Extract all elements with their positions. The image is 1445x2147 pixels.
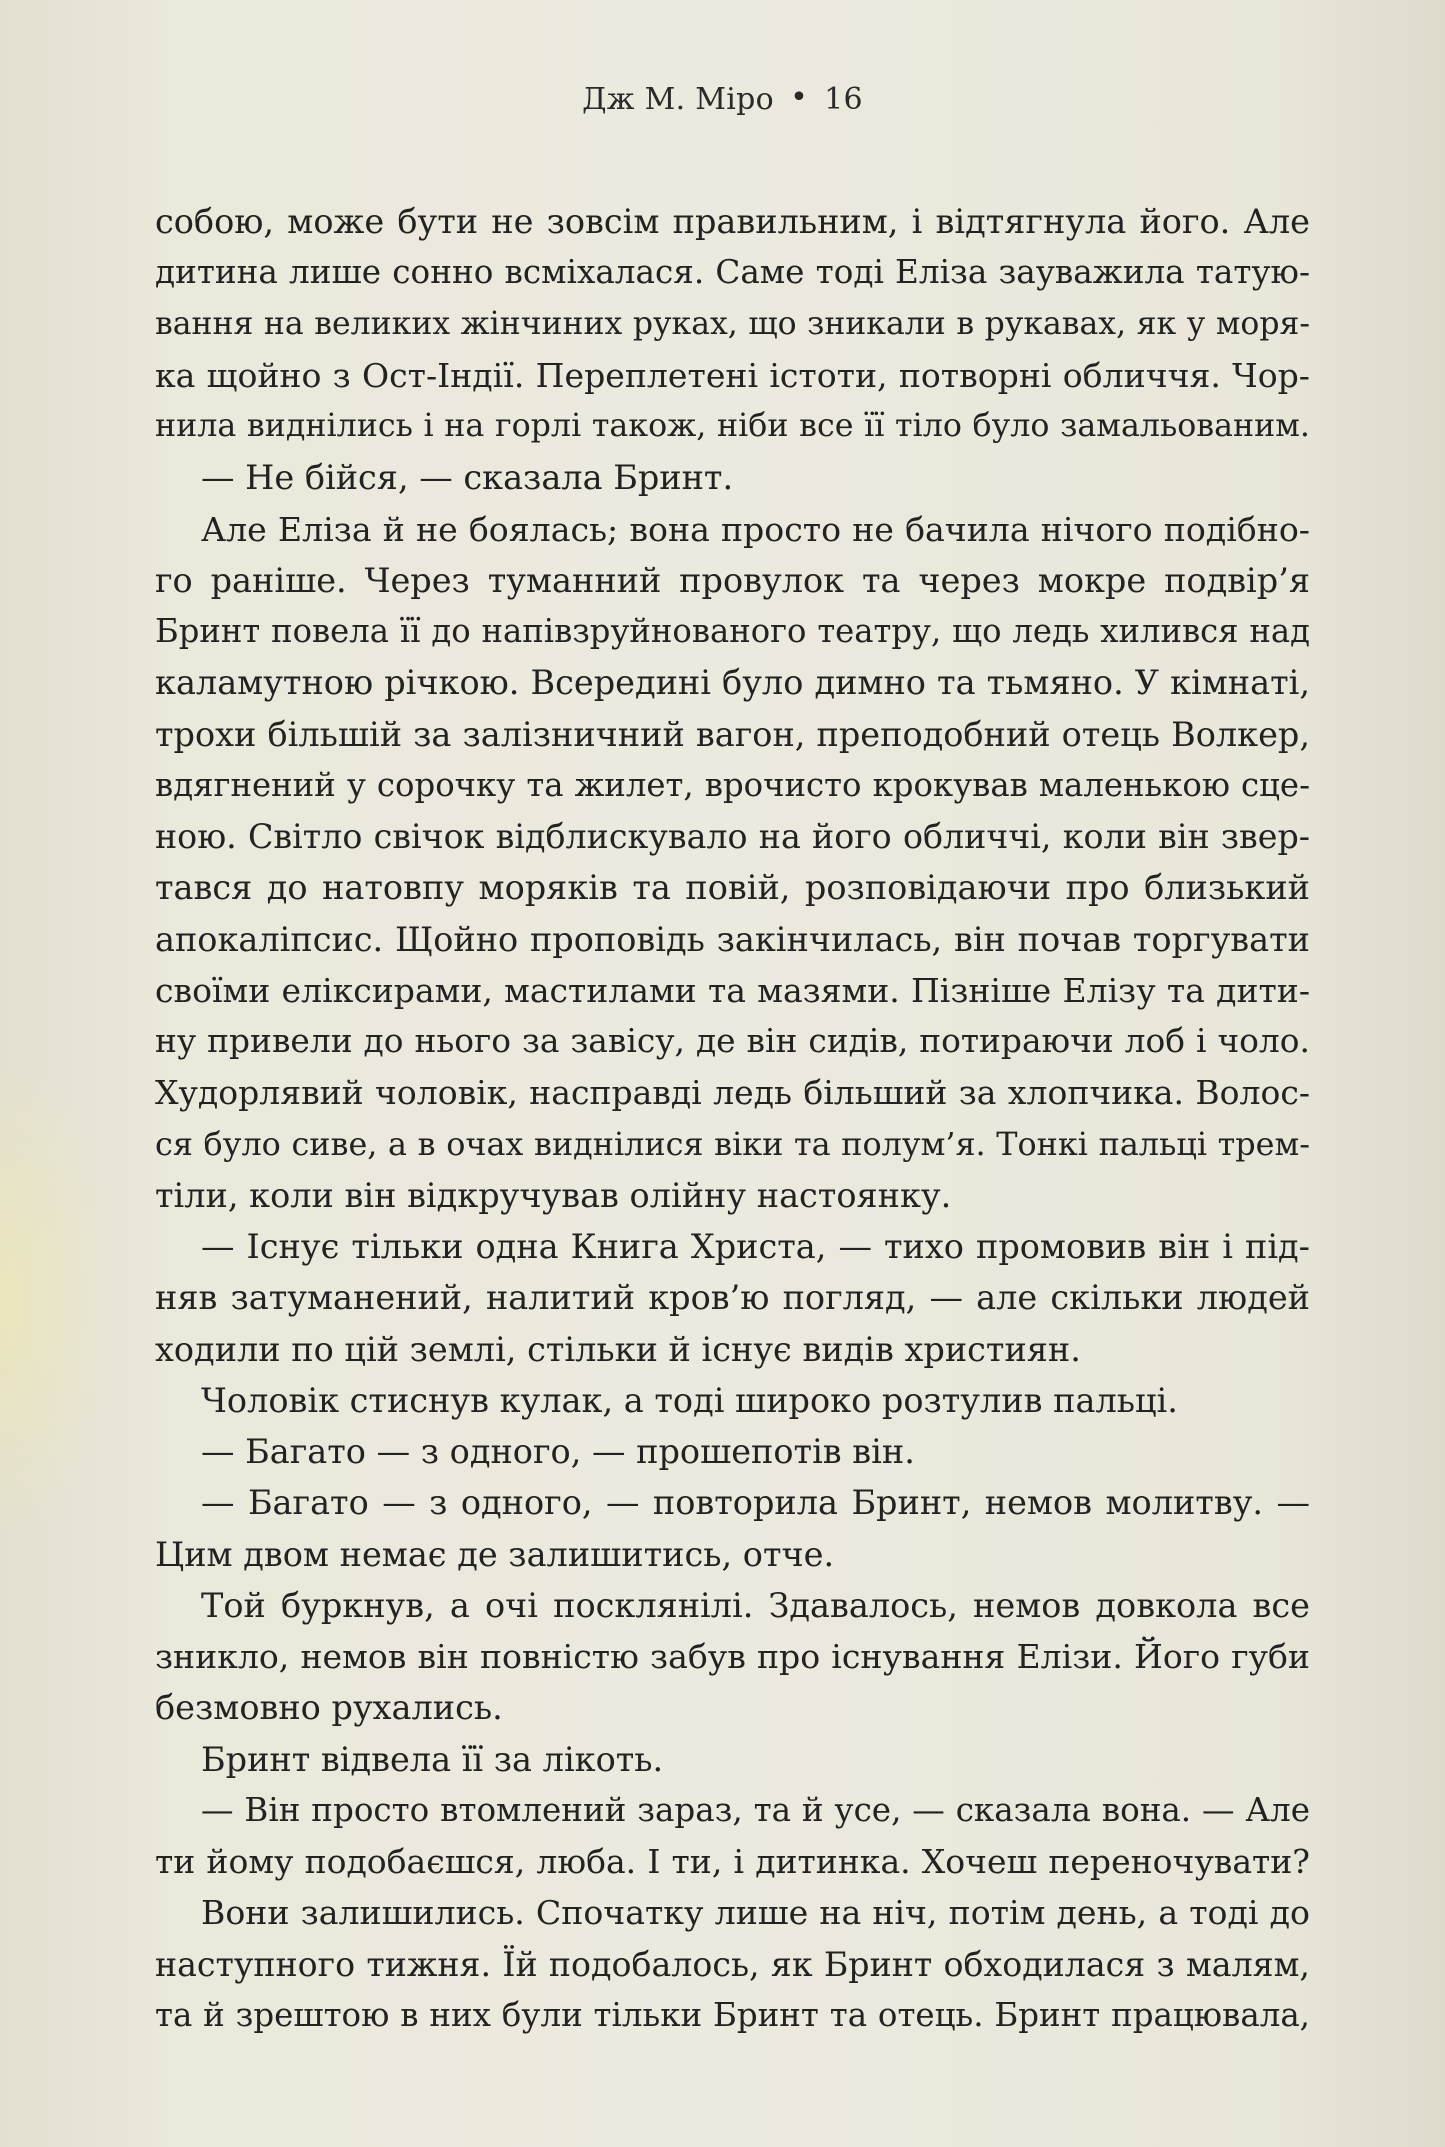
text-line: Вони залишились. Спочатку лише на ніч, потім день, а тоді до (201, 1893, 1310, 1933)
text-line: — Існує тільки одна Книга Христа, — тихо промовив він і під- (201, 1227, 1310, 1266)
text-line: няв затуманений, налитий кров’ю погляд, — але скільки людей (155, 1278, 1310, 1318)
text-line: своїми еліксирами, мастилами та мазями. Пізніше Елізу та дити- (155, 970, 1310, 1010)
text-line: ка щойно з Ост-Індії. Переплетені істоти, потворні обличчя. Чор- (155, 355, 1310, 395)
text-line: та й зрештою в них були тільки Бринт та отець. Бринт працювала, (155, 1995, 1310, 2034)
running-head (0, 82, 1445, 117)
page-number: 16 (824, 82, 863, 117)
text-line: Чоловік стиснув кулак, а тоді широко розтулив пальці. (201, 1380, 1178, 1420)
text-line: вдягнений у сорочку та жилет, врочисто крокував маленькою сце- (155, 765, 1310, 804)
text-line: Бринт повела її до напівзруйнованого театру, що ледь хилився над (155, 612, 1310, 650)
text-line: вання на великих жінчиних руках, що зникали в рукавах, як у моря- (155, 305, 1310, 342)
author-name: Дж М. Міро (582, 82, 775, 117)
text-line: нила виднілись і на горлі також, ніби все її тіло було замальованим. (155, 408, 1310, 444)
body-text (155, 196, 1310, 2041)
text-line: ною. Світло свічок відблискувало на його обличчі, коли він звер- (155, 817, 1310, 856)
text-line: дитина лише сонно всміхалася. Саме тоді Еліза зауважила татую- (155, 253, 1310, 292)
header-separator: • (790, 80, 809, 115)
text-line: ти йому подобаєшся, люба. І ти, і дитинка. Хочеш переночувати? (155, 1842, 1310, 1881)
text-line: зникло, немов він повністю забув про існування Елізи. Його губи (155, 1637, 1310, 1676)
text-line: каламутною річкою. Всередині було димно та тьмяно. У кімнаті, (155, 663, 1310, 703)
text-line: Той буркнув, а очі посклянілі. Здавалось, немов довкола все (201, 1585, 1310, 1625)
text-line: го раніше. Через туманний провулок та через мокре подвір’я (155, 560, 1310, 600)
text-line: Але Еліза й не боялась; вона просто не бачила нічого подібно- (201, 509, 1310, 549)
text-line: — Багато — з одного, — прошепотів він. (201, 1432, 915, 1471)
text-line: безмовно рухались. (155, 1688, 503, 1728)
text-line: ходили по цій землі, стільки й існує видів християн. (155, 1329, 1081, 1369)
text-line: Цим двом немає де залишитись, отче. (155, 1534, 835, 1574)
text-line: — Не бійся, — сказала Бринт. (201, 458, 734, 498)
text-line: трохи більшій за залізничний вагон, преподобний отець Волкер, (155, 714, 1310, 754)
text-line: ну привели до нього за завісу, де він сидів, потираючи лоб і чоло. (155, 1022, 1310, 1060)
text-line: тіли, коли він відкручував олійну настоянку. (155, 1175, 952, 1215)
text-line: собою, може бути не зовсім правильним, і відтягнула його. Але (155, 202, 1310, 241)
text-line: ся було сиве, а в очах виднілися віки та полум’я. Тонкі пальці трем- (155, 1124, 1310, 1163)
text-line: апокаліпсис. Щойно проповідь закінчилась, він почав торгувати (155, 919, 1310, 959)
text-line: — Багато — з одного, — повторила Бринт, немов молитву. — (201, 1483, 1310, 1523)
text-line: тався до натовпу моряків та повій, розповідаючи про близький (155, 868, 1310, 908)
text-line: — Він просто втомлений зараз, та й усе, — сказала вона. — Але (201, 1790, 1310, 1829)
text-line: Бринт відвела її за лікоть. (201, 1739, 664, 1779)
text-line: Худорлявий чоловік, насправді ледь більший за хлопчика. Волос- (155, 1073, 1310, 1113)
text-line: наступного тижня. Їй подобалось, як Бринт обходилася з малям, (155, 1944, 1310, 1984)
